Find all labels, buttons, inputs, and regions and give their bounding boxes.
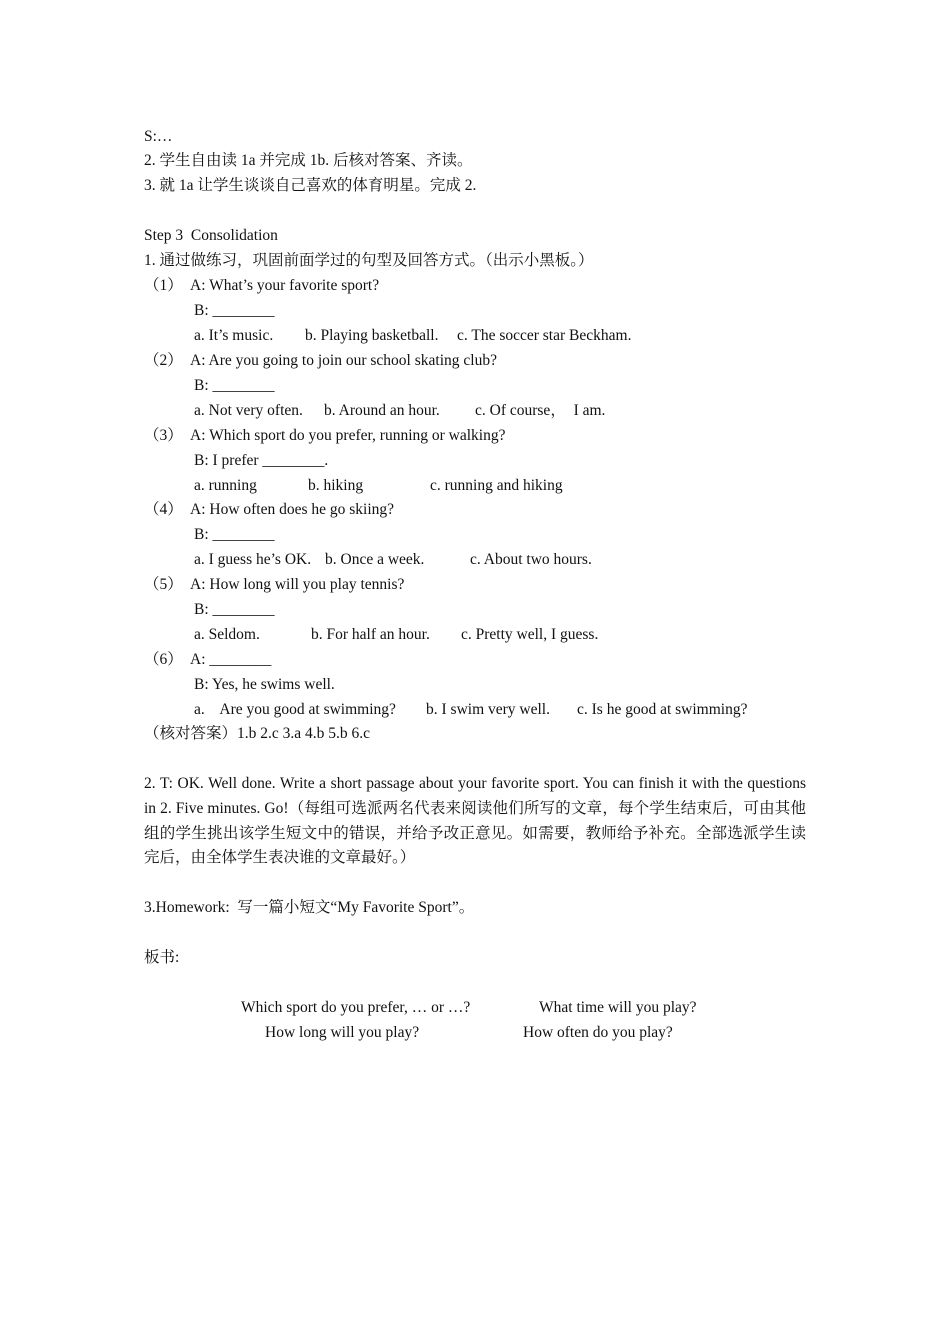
board-row2-left: How long will you play? (265, 1024, 420, 1041)
question-a-line: A: What’s your favorite sport? (190, 277, 380, 294)
step3-intro: 1. 通过做练习，巩固前面学过的句型及回答方式。（出示小黑板。） (144, 252, 594, 269)
question-number: （5） (144, 576, 183, 593)
option-a: a. Seldom. (194, 626, 260, 643)
option-a: a. It’s music. (194, 327, 274, 344)
board-label: 板书: (144, 949, 180, 966)
option-b: b. For half an hour. (311, 626, 430, 643)
board-row1-left: Which sport do you prefer, … or …? (241, 999, 471, 1016)
option-c: c. running and hiking (430, 477, 563, 494)
question-b-line: B: Yes, he swims well. (194, 676, 335, 693)
option-c: c. Is he good at swimming? (577, 701, 748, 718)
question-number: （3） (144, 427, 183, 444)
question-number: （4） (144, 501, 183, 518)
question-b-line: B: ________ (194, 526, 275, 543)
question-b-line: B: ________ (194, 302, 275, 319)
option-b: b. hiking (308, 477, 364, 494)
question-a-line: A: How long will you play tennis? (190, 576, 405, 593)
task-2-paragraph: 2. T: OK. Well done. Write a short passage about your favorite sport. You can finish it with the questions in 2. Five minutes. Go!（每组可选派两名代表来阅读他们所写的文章，每个学生结束后，可由其他组的学生挑出该学生短文中的错误，并给予改正意见。如需要，教师给予补充。全部选派学生读完后，由全体学生表决谁的文章最好。） (144, 775, 806, 867)
question-a-line: A: ________ (190, 651, 272, 668)
option-a: a. I guess he’s OK. (194, 551, 312, 568)
option-c: c. The soccer star Beckham. (457, 327, 632, 344)
board-row1-right: What time will you play? (539, 999, 697, 1016)
question-number: （1） (144, 277, 183, 294)
option-a: a. Are you good at swimming? (194, 701, 396, 718)
s-line: S:… (144, 128, 173, 145)
option-c: c. Pretty well, I guess. (461, 626, 599, 643)
question-a-line: A: Are you going to join our school skating club? (190, 352, 497, 369)
option-b: b. Around an hour. (324, 402, 440, 419)
question-b-line: B: ________ (194, 601, 275, 618)
intro-item-3: 3. 就 1a 让学生谈谈自己喜欢的体育明星。完成 2. (144, 177, 477, 194)
question-b-line: B: I prefer ________. (194, 452, 329, 469)
question-number: （2） (144, 352, 183, 369)
option-b: b. I swim very well. (426, 701, 550, 718)
option-c: c. Of course， I am. (475, 402, 606, 419)
option-b: b. Playing basketball. (305, 327, 439, 344)
homework-line: 3.Homework: 写一篇小短文“My Favorite Sport”。 (144, 899, 475, 916)
answer-key: （核对答案）1.b 2.c 3.a 4.b 5.b 6.c (144, 725, 371, 742)
intro-item-2: 2. 学生自由读 1a 并完成 1b. 后核对答案、齐读。 (144, 152, 473, 169)
option-a: a. Not very often. (194, 402, 303, 419)
option-c: c. About two hours. (470, 551, 592, 568)
question-b-line: B: ________ (194, 377, 275, 394)
board-row2-right: How often do you play? (523, 1024, 673, 1041)
question-number: （6） (144, 651, 183, 668)
step3-heading: Step 3 Consolidation (144, 227, 278, 244)
option-a: a. running (194, 477, 257, 494)
question-a-line: A: Which sport do you prefer, running or walking? (190, 427, 506, 444)
question-a-line: A: How often does he go skiing? (190, 501, 395, 518)
option-b: b. Once a week. (325, 551, 425, 568)
